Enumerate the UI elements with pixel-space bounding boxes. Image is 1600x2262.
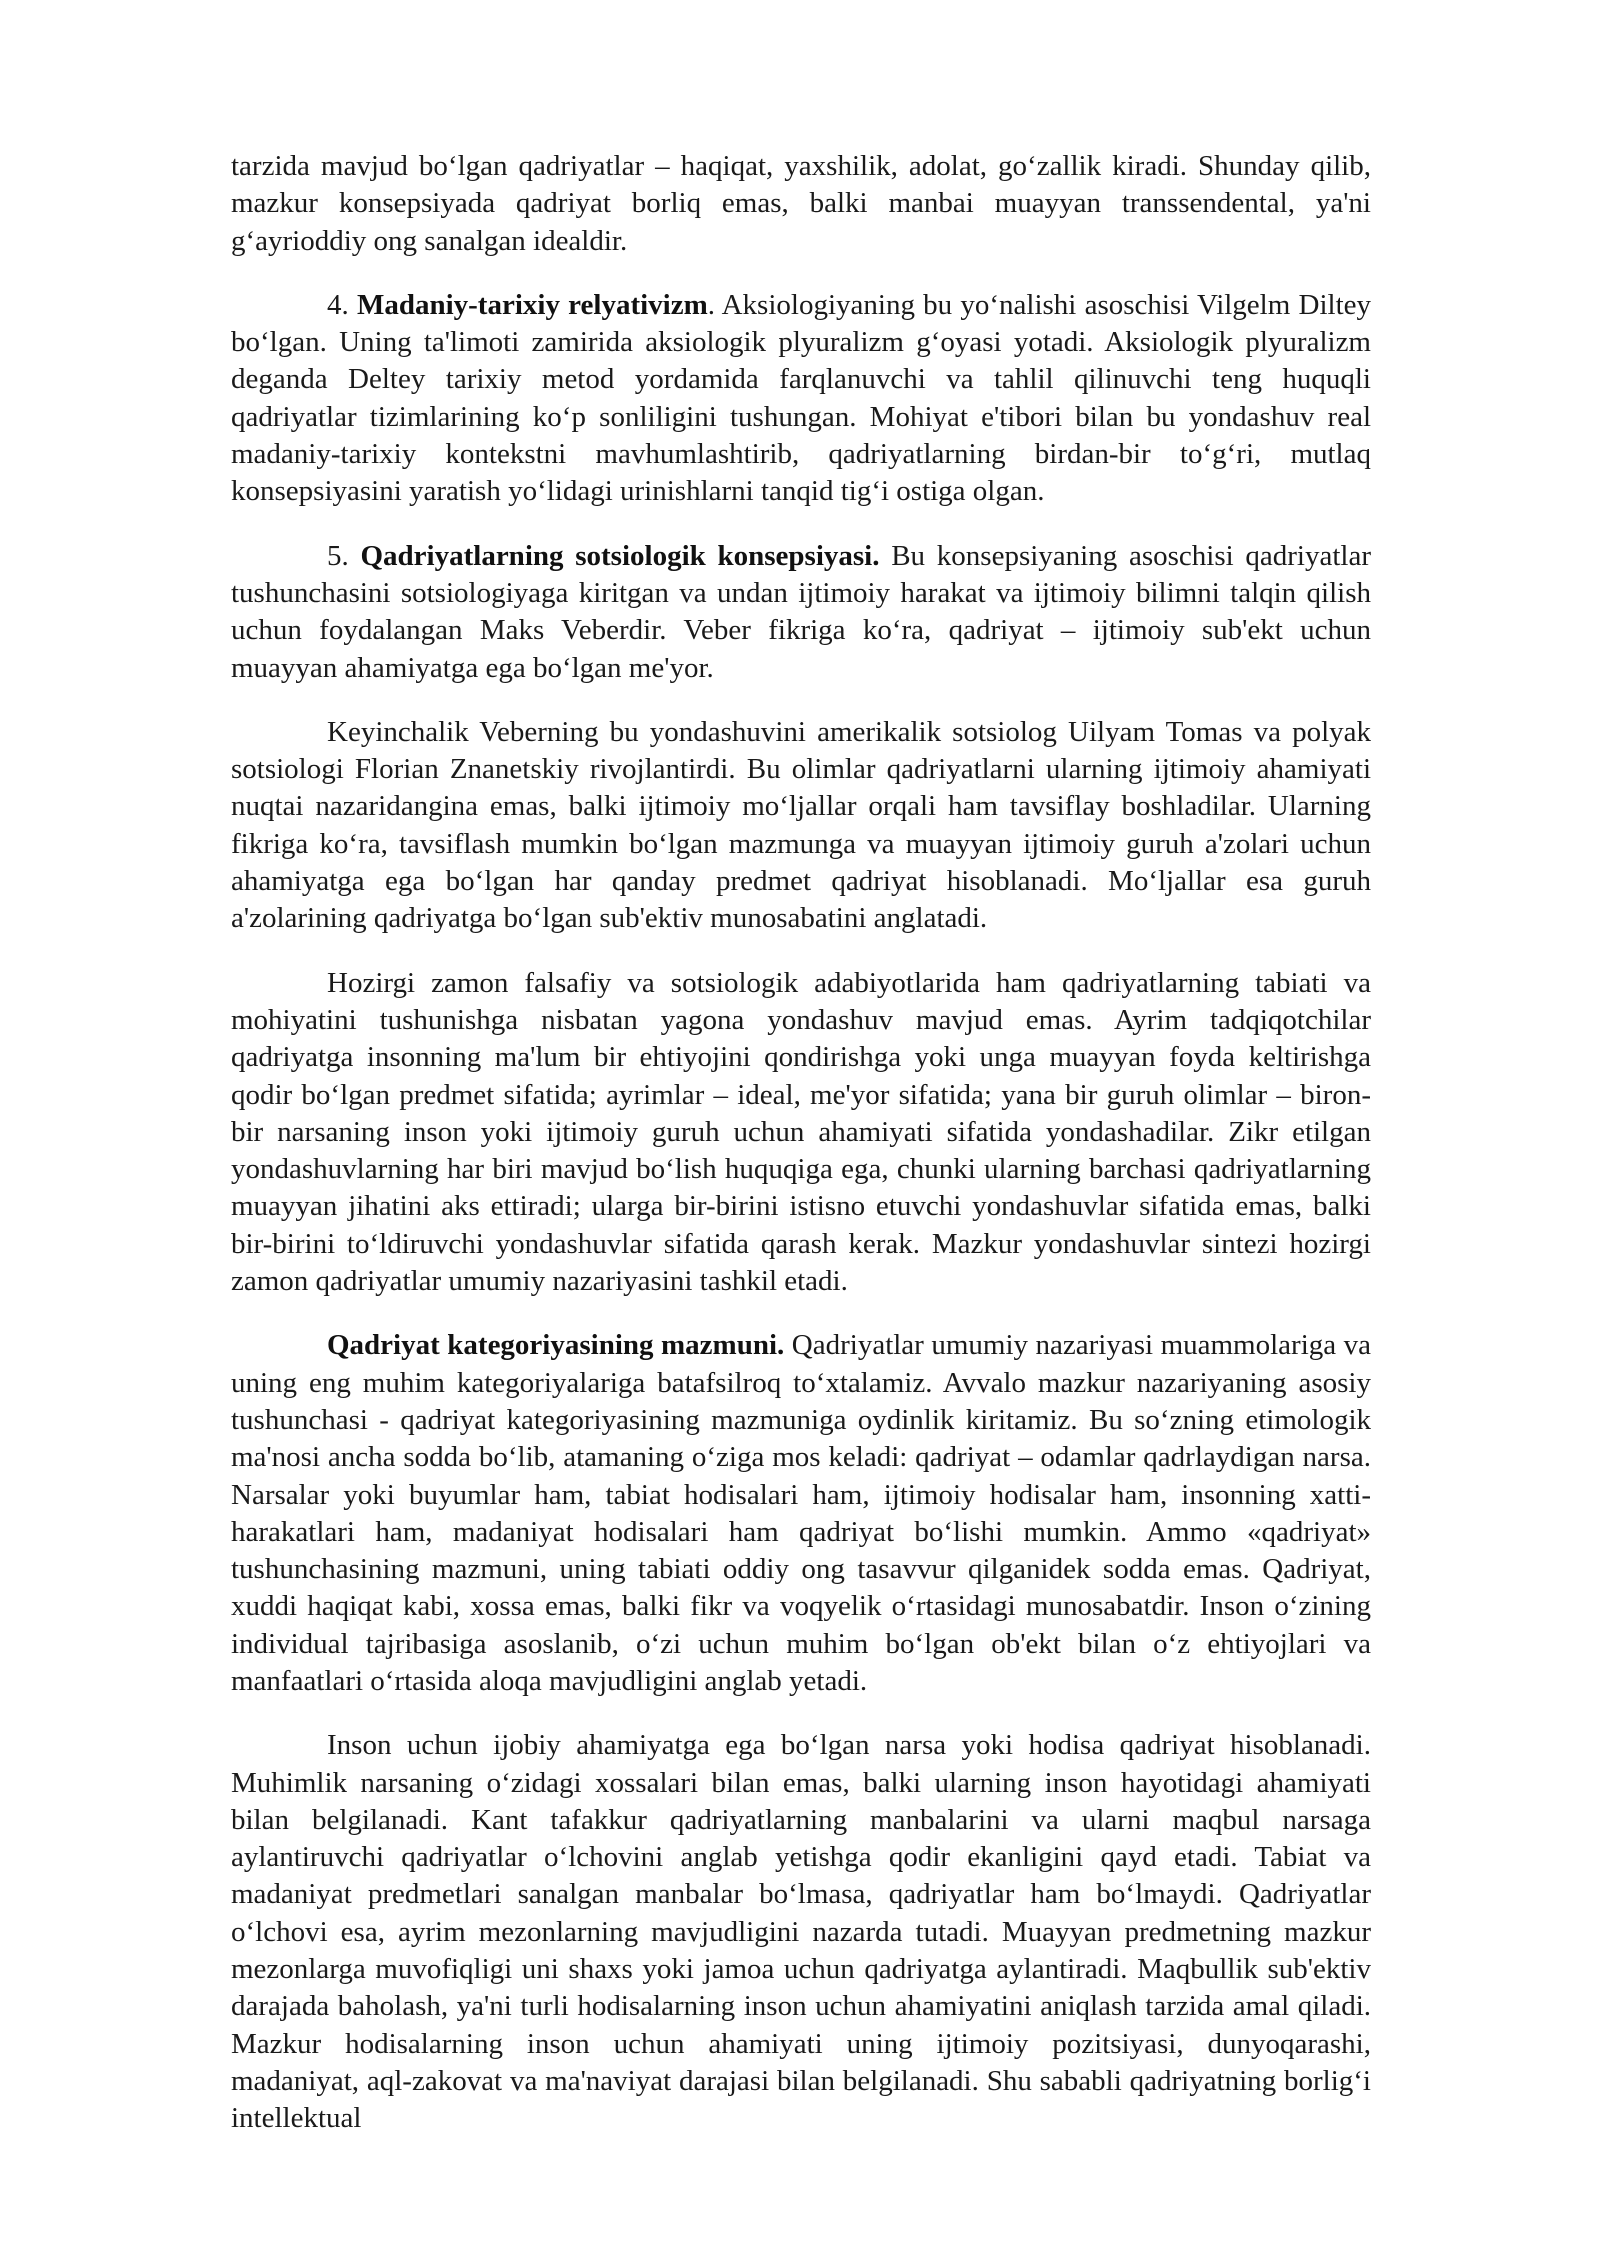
paragraph-5	[231, 965, 1371, 1301]
paragraph-1	[231, 148, 1371, 260]
paragraph-7	[231, 1727, 1371, 2137]
section-heading: Qadriyat kategoriyasining mazmuni.	[327, 1329, 785, 1362]
section-heading: Qadriyatlarning sotsiologik konsepsiyasi.	[360, 539, 880, 572]
paragraph-text: Bu konsepsiyaning asoschisi qadriyatlar tushunchasini sotsiologiyaga kiritgan va undan ijtimoiy harakat va ijtimoiy bilimni talqin qilish uchun foydalangan Maks Veberdir. Veber fikriga ko‘ra, qadriyat – ijtimoiy sub'ekt uchun muayyan ahamiyatga ega bo‘lgan me'yor.	[231, 539, 1371, 684]
section-number: 5.	[327, 539, 349, 572]
paragraph-4	[231, 714, 1371, 938]
paragraph-6	[231, 1327, 1371, 1700]
paragraph-text: Inson uchun ijobiy ahamiyatga ega bo‘lgan narsa yoki hodisa qadriyat hisoblanadi. Muhimlik narsaning o‘zidagi xossalari bilan emas, balki ularning inson hayotidagi ahamiyati bilan belgilanadi. Kant tafakkur qadriyatlarning manbalarini va ularni maqbul narsaga aylantiruvchi qadriyatlar o‘lchovini anglab yetishga qodir ekanligini qayd etadi. Tabiat va madaniyat predmetlari sanalgan manbalar bo‘lmasa, qadriyatlar ham bo‘lmaydi. Qadriyatlar o‘lchovi esa, ayrim mezonlarning mavjudligini nazarda tutadi. Muayyan predmetning mazkur mezonlarga muvofiqligi uni shaxs yoki jamoa uchun qadriyatga aylantiradi. Maqbullik sub'ektiv darajada baholash, ya'ni turli hodisalarning inson uchun ahamiyatini aniqlash tarzida amal qiladi. Mazkur hodisalarning inson uchun ahamiyati uning ijtimoiy pozitsiyasi, dunyoqarashi, madaniyat, aql-zakovat va ma'naviyat darajasi bilan belgilanadi. Shu sababli qadriyatning borlig‘i intellektual	[231, 1729, 1371, 2135]
paragraph-text: Qadriyatlar umumiy nazariyasi muammolariga va uning eng muhim kategoriyalariga batafsilroq to‘xtalamiz. Avvalo mazkur nazariyaning asosiy tushunchasi - qadriyat kategoriyasining mazmuniga oydinlik kiritamiz. Bu so‘zning etimologik ma'nosi ancha sodda bo‘lib, atamaning o‘ziga mos keladi: qadriyat – odamlar qadrlaydigan narsa. Narsalar yoki buyumlar ham, tabiat hodisalari ham, ijtimoiy hodisalar ham, insonning xatti-harakatlari ham, madaniyat hodisalari ham qadriyat bo‘lishi mumkin. Ammo «qadriyat» tushunchasining mazmuni, uning tabiati oddiy ong tasavvur qilganidek sodda emas. Qadriyat, xuddi haqiqat kabi, xossa emas, balki fikr va voqyelik o‘rtasidagi munosabatdir. Inson o‘zining individual tajribasiga asoslanib, o‘zi uchun muhim bo‘lgan ob'ekt bilan o‘z ehtiyojlari va manfaatlari o‘rtasida aloqa mavjudligini anglab yetadi.	[231, 1329, 1372, 1697]
paragraph-2	[231, 287, 1371, 511]
paragraph-text: tarzida mavjud bo‘lgan qadriyatlar – haqiqat, yaxshilik, adolat, go‘zallik kiradi. Shunday qilib, mazkur konsepsiyada qadriyat borliq emas, balki manbai muayyan transsendental, ya'ni g‘ayrioddiy ong sanalgan idealdir.	[231, 150, 1371, 257]
paragraph-text: Keyinchalik Veberning bu yondashuvini amerikalik sotsiolog Uilyam Tomas va polyak sotsiologi Florian Znanetskiy rivojlantirdi. Bu olimlar qadriyatlarni ularning ijtimoiy ahamiyati nuqtai nazaridangina emas, balki ijtimoiy mo‘ljallar orqali ham tavsiflay boshladilar. Ularning fikriga ko‘ra, tavsiflash mumkin bo‘lgan mazmunga va muayyan ijtimoiy guruh a'zolari uchun ahamiyatga ega bo‘lgan har qanday predmet qadriyat hisoblanadi. Mo‘ljallar esa guruh a'zolarining qadriyatga bo‘lgan sub'ektiv munosabatini anglatadi.	[231, 715, 1371, 935]
document-page	[231, 148, 1371, 2165]
paragraph-3	[231, 538, 1371, 687]
section-number: 4.	[327, 288, 349, 321]
paragraph-text: Hozirgi zamon falsafiy va sotsiologik adabiyotlarida ham qadriyatlarning tabiati va mohiyatini tushunishga nisbatan yagona yondashuv mavjud emas. Ayrim tadqiqotchilar qadriyatga insonning ma'lum bir ehtiyojini qondirishga yoki unga muayyan foyda keltirishga qodir bo‘lgan predmet sifatida; ayrimlar – ideal, me'yor sifatida; yana bir guruh olimlar – biron-bir narsaning inson yoki ijtimoiy guruh uchun ahamiyati sifatida yondashadilar. Zikr etilgan yondashuvlarning har biri mavjud bo‘lish huquqiga ega, chunki ularning barchasi qadriyatlarning muayyan jihatini aks ettiradi; ularga bir-birini istisno etuvchi yondashuvlar sifatida emas, balki bir-birini to‘ldiruvchi yondashuvlar sifatida qarash kerak. Mazkur yondashuvlar sintezi hozirgi zamon qadriyatlar umumiy nazariyasini tashkil etadi.	[231, 966, 1371, 1298]
section-heading: Madaniy-tarixiy relyativizm	[356, 288, 708, 321]
paragraph-text: . Aksiologiyaning bu yo‘nalishi asoschisi Vilgelm Diltey bo‘lgan. Uning ta'limoti zamirida aksiologik plyuralizm g‘oyasi yotadi. Aksiologik plyuralizm deganda Deltey tarixiy metod yordamida farqlanuvchi va tahlil qilinuvchi teng huquqli qadriyatlar tizimlarining ko‘p sonliligini tushungan. Mohiyat e'tibori bilan bu yondashuv real madaniy-tarixiy kontekstni mavhumlashtirib, qadriyatlarning birdan-bir to‘g‘ri, mutlaq konsepsiyasini yaratish yo‘lidagi urinishlarni tanqid tig‘i ostiga olgan.	[231, 288, 1371, 508]
